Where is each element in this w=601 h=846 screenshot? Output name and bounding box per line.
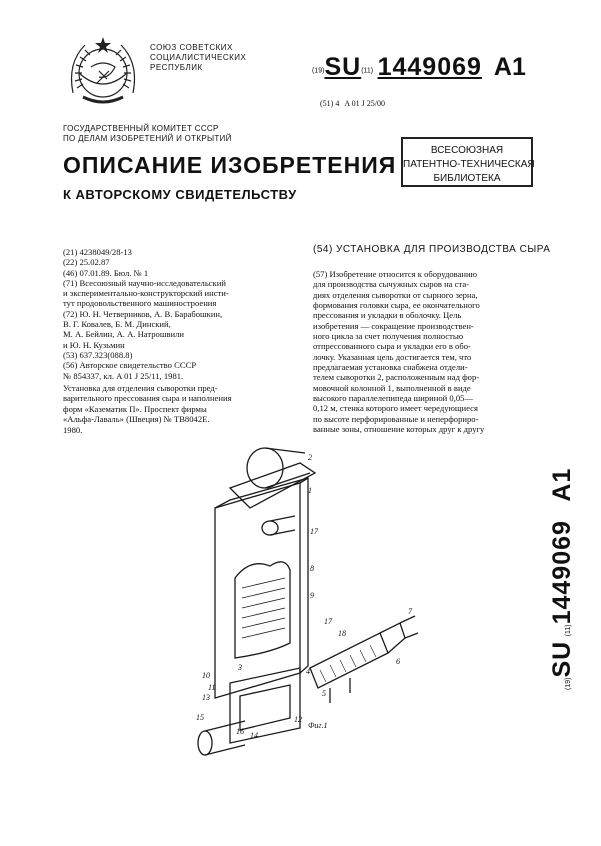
part-label: 15 [196, 713, 204, 722]
state-committee [63, 124, 313, 144]
kind-code: A1 [548, 467, 576, 502]
biblio-line: «Альфа-Лаваль» (Швеция) № ТВ8042Е. [63, 414, 210, 425]
stamp-line: ВСЕСОЮЗНАЯ [430, 145, 504, 156]
biblio-line: (72) Ю. Н. Четверников, А. В. Барабошкин, [63, 308, 223, 319]
country-org-name [150, 43, 300, 73]
biblio-line: (71) Всесоюзный научно-исследовательский [63, 277, 226, 288]
code-19: (19) [312, 67, 325, 75]
code-11: (11) [565, 624, 572, 637]
ipc-classification [320, 99, 390, 108]
biblio-line: (46) 07.01.89. Бюл. № 1 [63, 267, 149, 278]
biblio-line: 1980. [63, 424, 83, 435]
ipc-value: A 01 J 25/00 [344, 99, 385, 108]
abstract-line: ного цикла за счет получения полностью [313, 331, 464, 342]
abstract-line: высокого параллелепипеда шириной 0,05— [313, 393, 474, 404]
part-label: 8 [310, 564, 314, 573]
part-label: 7 [408, 607, 412, 616]
part-label: 13 [202, 693, 210, 702]
figure-labels [196, 453, 413, 740]
part-label: 4 [306, 667, 310, 676]
abstract-line: телем сыворотки 2, расположенным над фор- [313, 372, 480, 383]
biblio-line: форм «Казематик П». Проспект фирмы [63, 403, 207, 414]
biblio-line: (56) Авторское свидетельство СССР [63, 360, 197, 371]
bibliographic-data [63, 247, 298, 381]
abstract-line: формования головки сыра, ее окончательного [313, 300, 480, 311]
biblio-line: и экспериментально-конструкторский инсти- [63, 288, 229, 299]
abstract-line: мовочной колонной 1, выполненной в виде [313, 382, 471, 393]
part-label: 16 [236, 727, 244, 736]
biblio-line: В. Г. Ковалев, Б. М. Динский, [63, 319, 171, 330]
patent-number: 1449069 [548, 520, 576, 625]
country-code: SU [548, 640, 576, 678]
stamp-line: ПАТЕНТНО-ТЕХНИЧЕСКАЯ [403, 159, 535, 170]
biblio-line: тут продовольственного машиностроения [63, 298, 217, 309]
library-stamp [401, 137, 533, 187]
publication-number [312, 53, 562, 83]
prior-art-reference [63, 383, 298, 435]
part-label: 3 [238, 663, 242, 672]
part-label: 12 [294, 715, 302, 724]
biblio-line: № 854337, кл. A 01 J 25/11, 1981. [63, 370, 184, 381]
part-label: 9 [310, 591, 314, 600]
document-subtitle: К АВТОРСКОМУ СВИДЕТЕЛЬСТВУ [63, 187, 297, 202]
stamp-line: БИБЛИОТЕКА [433, 173, 501, 184]
kind-code: A1 [493, 53, 526, 81]
abstract-line: отпрессованного сыра и укладки его в обо- [313, 341, 471, 352]
abstract-line: предлагаемая установка снабжена отдели- [313, 362, 468, 373]
vertical-patent-number [540, 428, 580, 698]
abstract-line: для производства сычужных сыров на ста- [313, 279, 469, 290]
org-line: СОЮЗ СОВЕТСКИХ [150, 43, 233, 52]
committee-line: ПО ДЕЛАМ ИЗОБРЕТЕНИЙ И ОТКРЫТИЙ [63, 134, 232, 143]
abstract-line: (57) Изобретение относится к оборудованию [313, 269, 478, 279]
part-label: 1 [308, 486, 312, 495]
part-label: 11 [208, 683, 216, 692]
part-label: 2 [308, 453, 312, 462]
code-51: (51) 4 [320, 99, 340, 108]
patent-number: 1449069 [377, 53, 482, 81]
org-line: СОЦИАЛИСТИЧЕСКИХ [150, 53, 247, 62]
abstract-line: 0,12 м, стенка которого имеет чередующиеся [313, 403, 478, 414]
apparatus-drawing [190, 438, 520, 768]
biblio-line: (21) 4238049/28-13 [63, 247, 132, 257]
biblio-line: варительного прессования сыра и наполнения [63, 393, 232, 404]
abstract-line: изобретения — сокращение производствен- [313, 320, 474, 331]
abstract-line: диях отделения сыворотки от сырного зерна, [313, 289, 478, 300]
part-label: 17 [310, 527, 318, 536]
abstract-line: лочку. Указанная цель достигается тем, что [313, 351, 472, 362]
biblio-line: М. А. Бейлин, А. А. Натрошвили [63, 329, 184, 340]
figure-caption: Фиг.1 [308, 721, 328, 730]
code-19: (19) [565, 677, 572, 690]
abstract-text [313, 269, 536, 435]
part-label: 18 [338, 629, 346, 638]
country-code: SU [324, 53, 362, 81]
biblio-line: (22) 25.02.87 [63, 257, 110, 268]
committee-line: ГОСУДАРСТВЕННЫЙ КОМИТЕТ СССР [63, 124, 219, 133]
abstract-line: ванные зоны, отношение которых друг к другу [313, 424, 485, 435]
part-label: 10 [202, 671, 210, 680]
invention-title: (54) УСТАНОВКА ДЛЯ ПРОИЗВОДСТВА СЫРА [313, 244, 551, 255]
part-label: 14 [250, 731, 258, 740]
abstract-line: по высоте перфорированные и неперфориро- [313, 413, 479, 424]
ussr-emblem-icon [63, 33, 143, 111]
abstract-line: прессования и укладки в оболочку. Цель [313, 310, 462, 321]
biblio-line: Установка для отделения сыворотки пред- [63, 383, 218, 393]
document-title: ОПИСАНИЕ ИЗОБРЕТЕНИЯ [63, 152, 397, 178]
part-label: 5 [322, 689, 326, 698]
biblio-line: (53) 637.323(088.8) [63, 349, 133, 360]
org-line: РЕСПУБЛИК [150, 63, 203, 72]
part-label: 6 [396, 657, 400, 666]
code-11: (11) [361, 67, 374, 75]
part-label: 17 [324, 617, 332, 626]
biblio-line: и Ю. Н. Кузьмин [63, 339, 125, 350]
